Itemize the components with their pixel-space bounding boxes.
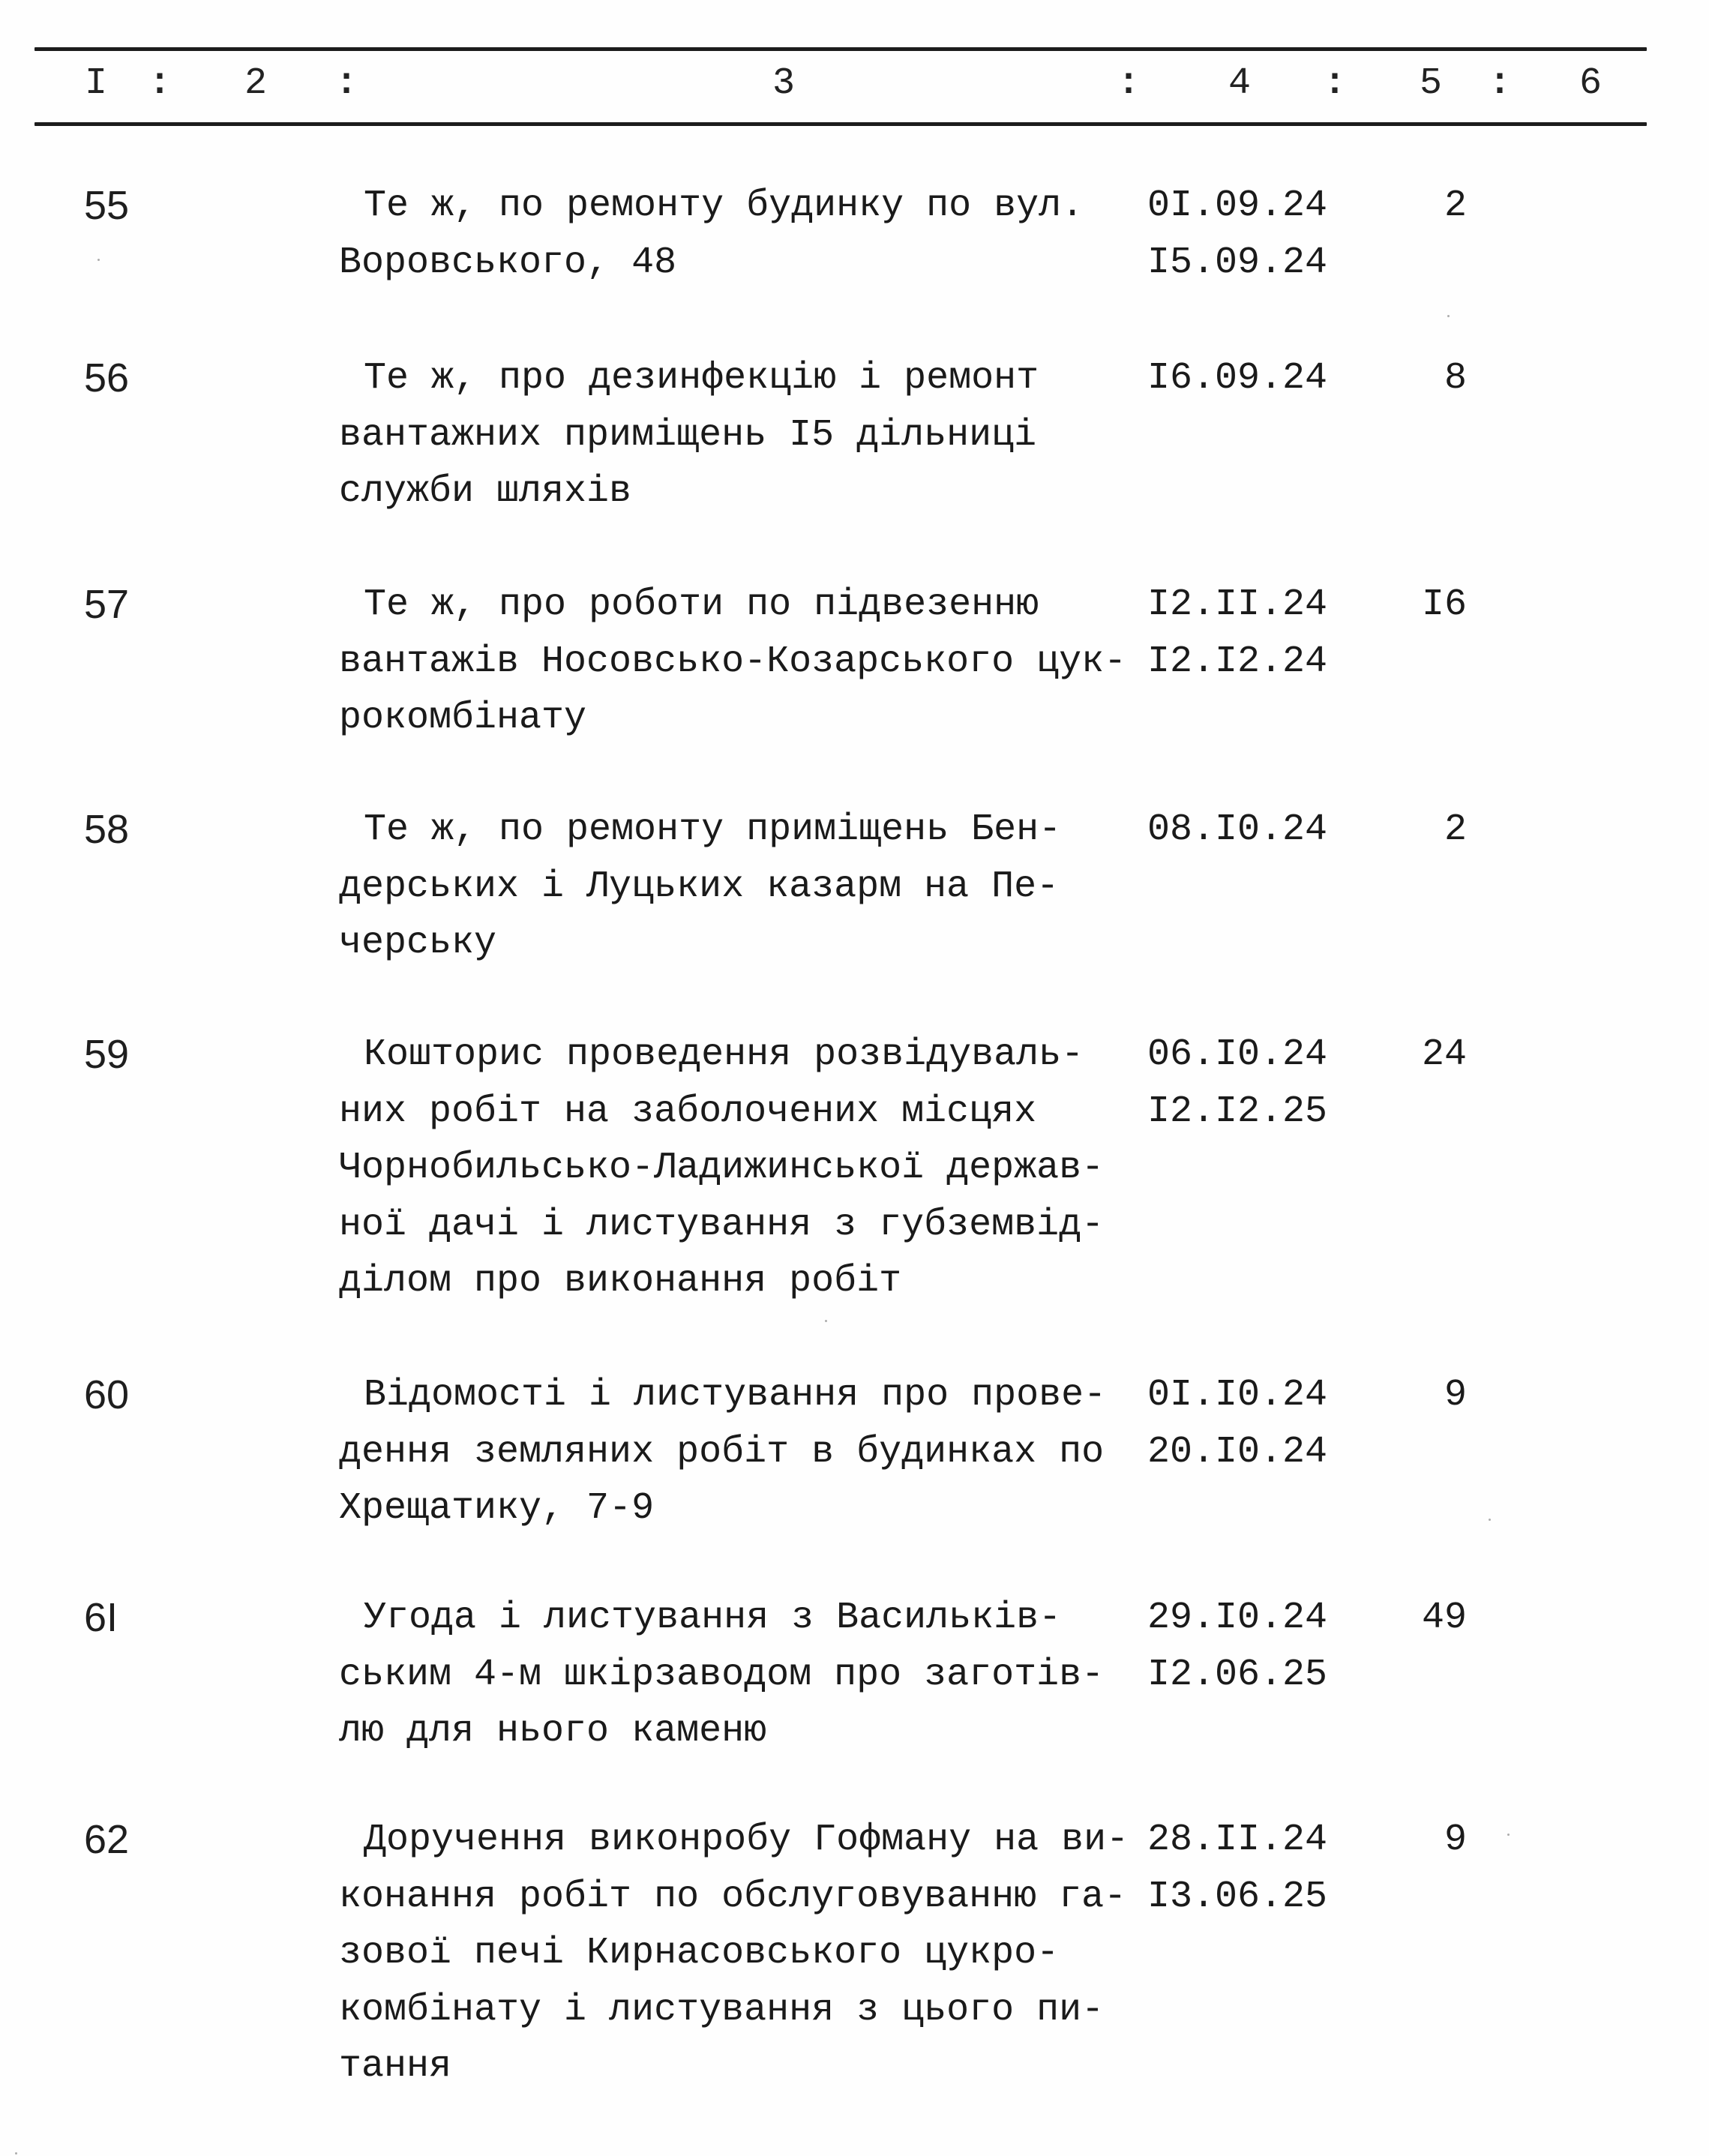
- entry-title-line: черську: [339, 922, 497, 964]
- entry-end-date: I2.I2.25: [1147, 1090, 1328, 1133]
- entry-start-date: 28.II.24: [1147, 1819, 1328, 1861]
- scan-speck: [825, 1320, 827, 1322]
- scan-speck: [15, 2152, 17, 2155]
- column-separator: :: [1324, 62, 1347, 105]
- column-header-3: 3: [772, 62, 796, 105]
- entry-title-line: Відомості і листування про прове-: [364, 1374, 1107, 1417]
- entry-title-line: служби шляхів: [339, 470, 632, 513]
- entry-start-date: 0I.I0.24: [1147, 1374, 1328, 1417]
- entry-sheet-count: I6: [1421, 583, 1467, 626]
- entry-start-date: I6.09.24: [1147, 357, 1328, 400]
- entry-title-line: Доручення виконробу Гофману на ви-: [364, 1819, 1129, 1861]
- entry-sheet-count: 24: [1421, 1033, 1467, 1076]
- entry-title-line: ділом про виконання робіт: [339, 1260, 902, 1303]
- entry-number: 57: [84, 582, 130, 627]
- entry-title: [339, 802, 1149, 972]
- entry-sheet-count: 9: [1444, 1374, 1467, 1417]
- entry-title-line: них робіт на заболочених місцях: [339, 1090, 1037, 1133]
- column-separator: :: [335, 62, 358, 105]
- entry-end-date: I2.I2.24: [1147, 640, 1328, 683]
- entry-title-line: Кошторис проведення розвідуваль-: [364, 1033, 1084, 1076]
- entry-title-line: тання: [339, 2045, 452, 2088]
- entry-number: 56: [84, 355, 130, 400]
- entry-dates: [1147, 1027, 1327, 1140]
- entry-end-date: I5.09.24: [1147, 241, 1328, 284]
- entry-sheet-count: 8: [1444, 357, 1467, 400]
- header-top-rule: [34, 47, 1647, 51]
- entry-number: 60: [84, 1372, 130, 1417]
- entry-end-date: 20.I0.24: [1147, 1430, 1328, 1474]
- header-bottom-rule: [34, 122, 1647, 126]
- entry-dates: [1147, 802, 1327, 859]
- entry-number: 58: [84, 807, 130, 852]
- entry-title-line: лю для нього каменю: [339, 1710, 767, 1753]
- entry-title-line: вантажів Носовсько-Козарського цук-: [339, 640, 1127, 683]
- entry-start-date: 06.I0.24: [1147, 1033, 1328, 1076]
- column-separator: :: [148, 62, 172, 105]
- column-header-6: 6: [1579, 62, 1603, 105]
- entry-sheet-count: 49: [1421, 1597, 1467, 1639]
- entry-title: [339, 178, 1149, 291]
- entry-title-line: Чорнобильсько-Ладижинської держав-: [339, 1147, 1105, 1189]
- entry-dates: [1147, 350, 1327, 407]
- entry-number: 59: [84, 1032, 130, 1077]
- entry-title: [339, 1590, 1149, 1760]
- entry-number: 55: [84, 183, 130, 228]
- scan-speck: [97, 259, 100, 261]
- entry-title-line: комбінату і листування з цього пи-: [339, 1988, 1105, 2032]
- entry-sheet-count: 9: [1444, 1819, 1467, 1861]
- scan-speck: [1489, 1519, 1491, 1521]
- scan-speck: [1507, 1834, 1510, 1836]
- entry-end-date: I2.06.25: [1147, 1653, 1328, 1696]
- entry-title-line: вантажних приміщень I5 дільниці: [339, 413, 1037, 457]
- entry-title: [339, 1812, 1149, 2095]
- column-separator: :: [1489, 62, 1512, 105]
- entry-title-line: Те ж, по ремонту будинку по вул.: [364, 184, 1084, 227]
- entry-title-line: Те ж, по ремонту приміщень Бен-: [364, 808, 1062, 851]
- entry-title-line: Те ж, про роботи по підвезенню: [364, 583, 1039, 626]
- entry-start-date: 0I.09.24: [1147, 184, 1328, 227]
- entry-start-date: I2.II.24: [1147, 583, 1328, 626]
- column-header-5: 5: [1420, 62, 1443, 105]
- column-header-2: 2: [244, 62, 268, 105]
- entry-title-line: зової печі Кирнасовського цукро-: [339, 1932, 1060, 1975]
- entry-dates: [1147, 1367, 1327, 1480]
- entry-number: 62: [84, 1817, 130, 1862]
- entry-title: [339, 577, 1149, 747]
- column-header-4: 4: [1228, 62, 1252, 105]
- entry-title: [339, 1027, 1149, 1310]
- entry-title-line: Воровського, 48: [339, 241, 677, 284]
- entry-title-line: рокомбінату: [339, 697, 587, 739]
- entry-number: 6I: [84, 1595, 118, 1640]
- entry-dates: [1147, 178, 1327, 291]
- entry-title-line: конання робіт по обслуговуванню га-: [339, 1875, 1127, 1918]
- entry-sheet-count: 2: [1444, 184, 1467, 227]
- entry-dates: [1147, 1812, 1327, 1925]
- entry-title-line: дення земляних робіт в будинках по: [339, 1430, 1105, 1474]
- entry-title: [339, 1367, 1149, 1537]
- entry-title-line: ським 4-м шкірзаводом про заготів-: [339, 1653, 1105, 1696]
- entry-dates: [1147, 1590, 1327, 1703]
- entry-title-line: дерських і Луцьких казарм на Пе-: [339, 865, 1060, 908]
- entry-sheet-count: 2: [1444, 808, 1467, 851]
- column-header-1: I: [85, 62, 108, 105]
- entry-title: [339, 350, 1149, 520]
- scan-speck: [1447, 315, 1450, 317]
- entry-dates: [1147, 577, 1327, 690]
- column-separator: :: [1117, 62, 1141, 105]
- entry-title-line: Те ж, про дезинфекцію і ремонт: [364, 357, 1039, 400]
- entry-title-line: ної дачі і листування з губземвід-: [339, 1203, 1105, 1246]
- entry-start-date: 29.I0.24: [1147, 1597, 1328, 1639]
- entry-end-date: I3.06.25: [1147, 1875, 1328, 1918]
- entry-title-line: Хрещатику, 7-9: [339, 1487, 655, 1530]
- entry-title-line: Угода і листування з Васильків-: [364, 1597, 1062, 1639]
- entry-start-date: 08.I0.24: [1147, 808, 1328, 851]
